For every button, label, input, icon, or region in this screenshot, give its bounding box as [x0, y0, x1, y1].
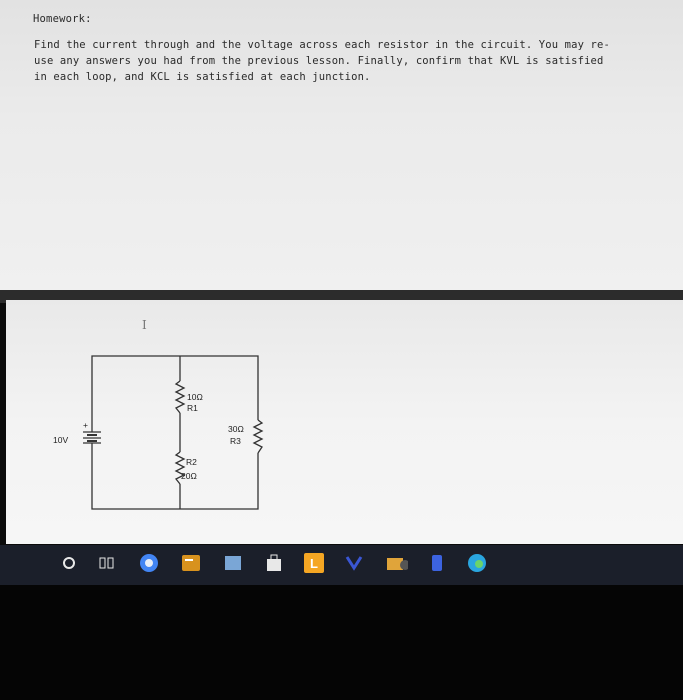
- r2-name-label: R2: [186, 457, 197, 467]
- file-explorer-icon[interactable]: [386, 552, 408, 574]
- word-icon[interactable]: [180, 552, 202, 574]
- store-icon[interactable]: [263, 552, 285, 574]
- monitor-icon[interactable]: [222, 552, 244, 574]
- r2-value-label: 20Ω: [181, 471, 197, 481]
- bottom-wire: [92, 443, 258, 509]
- app-icon[interactable]: [426, 552, 448, 574]
- source-voltage-label: 10V: [53, 435, 69, 445]
- svg-text:L: L: [310, 556, 318, 571]
- battery-source: [83, 432, 101, 443]
- r3-name-label: R3: [230, 436, 241, 446]
- resistor-r3: [254, 420, 262, 453]
- r1-name-label: R1: [187, 403, 198, 413]
- homework-text-line-3: in each loop, and KCL is satisfied at each junction.: [34, 71, 371, 83]
- r3-value-label: 30Ω: [228, 424, 244, 434]
- mail-icon[interactable]: [343, 552, 365, 574]
- homework-text-line-2: use any answers you had from the previous lesson. Finally, confirm that KVL is satisfied: [34, 55, 604, 67]
- battery-plus-label: +: [83, 420, 88, 430]
- top-wire: [92, 356, 258, 432]
- desk-background: [0, 585, 683, 700]
- text-cursor-icon: I: [142, 318, 147, 332]
- r1-value-label: 10Ω: [187, 392, 203, 402]
- launcher-icon[interactable]: [303, 552, 325, 574]
- chrome-icon[interactable]: [138, 552, 160, 574]
- search-icon[interactable]: [58, 552, 80, 574]
- edge-icon[interactable]: [466, 552, 488, 574]
- task-view-icon[interactable]: [96, 552, 118, 574]
- homework-title: Homework:: [33, 13, 92, 25]
- resistor-r1: [176, 381, 184, 413]
- homework-text-line-1: Find the current through and the voltage across each resistor in the circuit. You may re-: [34, 39, 610, 51]
